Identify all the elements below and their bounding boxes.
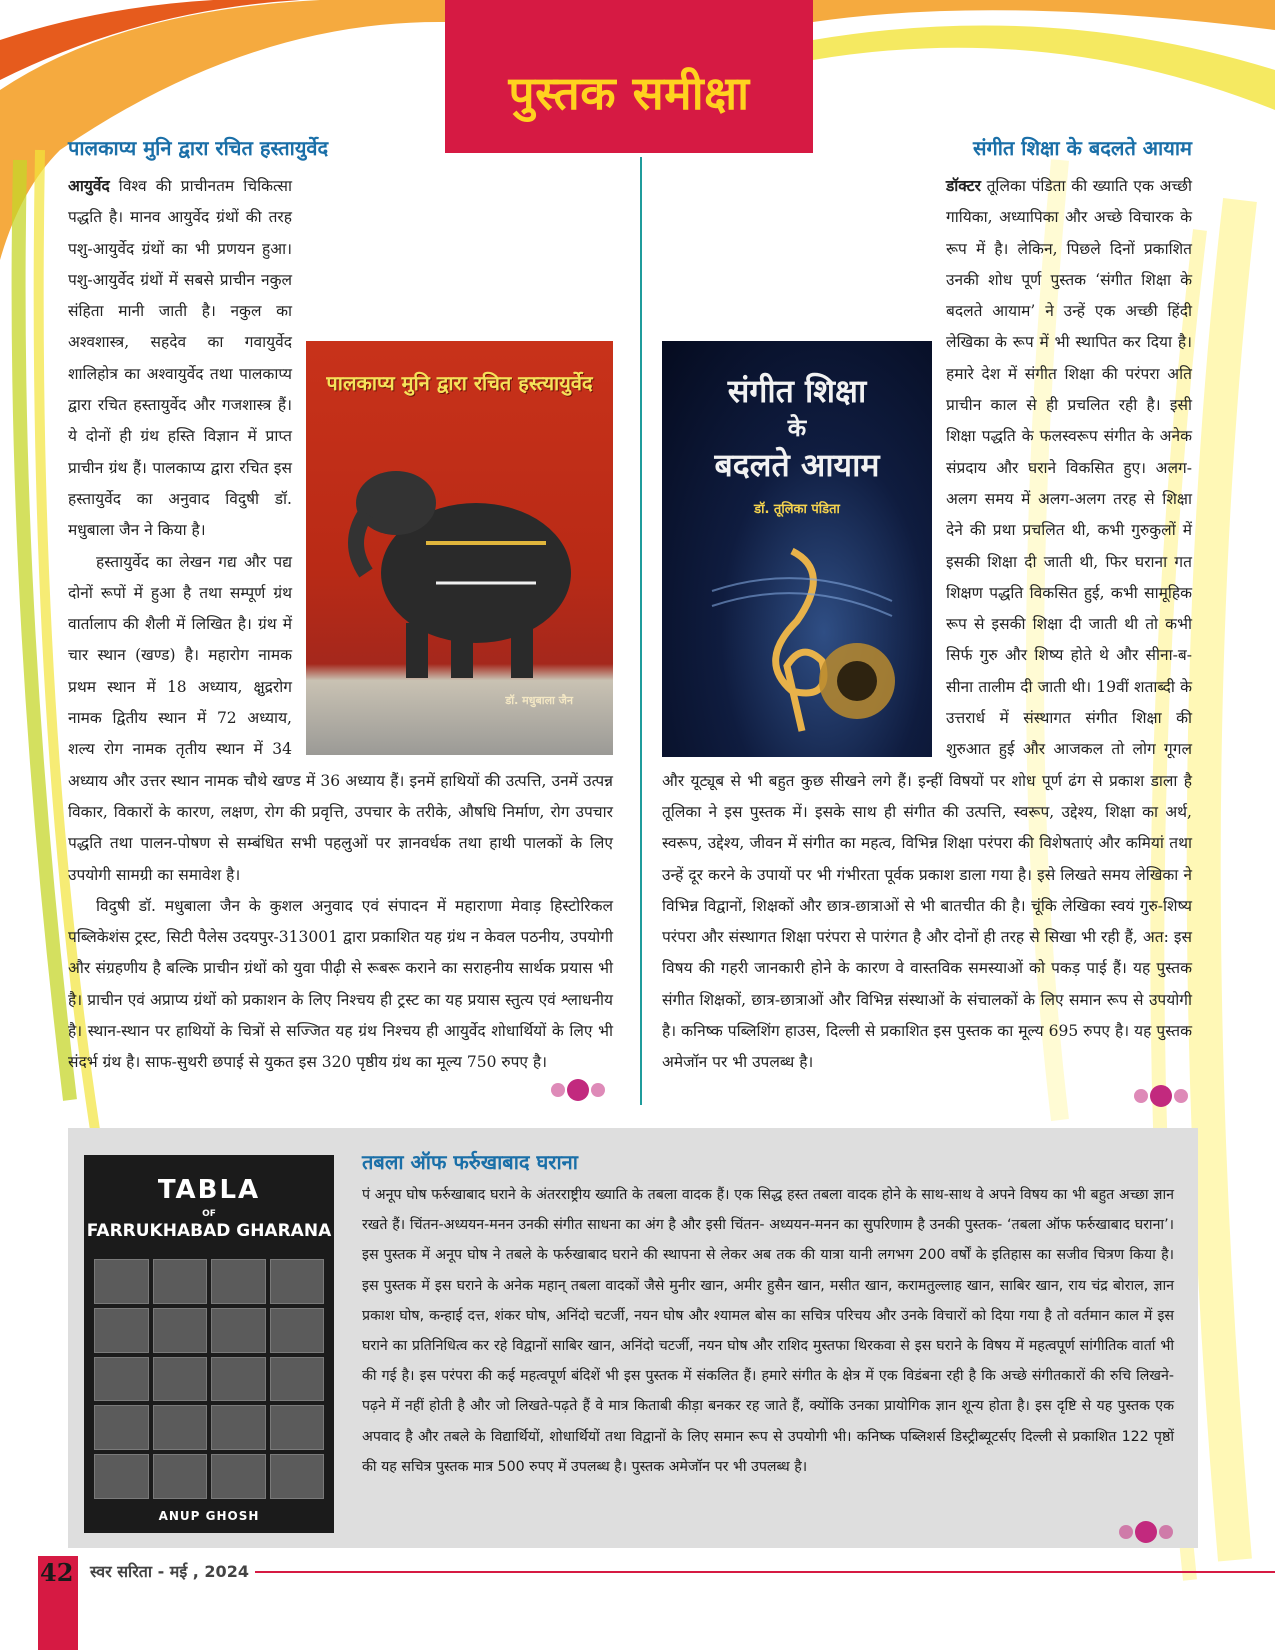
book-cover-author: डॉ. तूलिका पंडिता — [754, 502, 840, 517]
portrait-collage — [94, 1259, 324, 1499]
footer-rule — [255, 1571, 1275, 1573]
book-cover-subtitle: FARRUKHABAD GHARANA — [86, 1221, 332, 1241]
right-article-title: संगीत शिक्षा के बदलते आयाम — [972, 136, 1192, 160]
book-cover-title: संगीत शिक्षा के बदलते आयाम — [714, 372, 880, 484]
book-cover-title: TABLA — [157, 1175, 261, 1205]
left-article-para-2: हस्तायुर्वेद का लेखन गद्य और पद्य दोनों रूपों में हुआ है तथा सम्पूर्ण ग्रंथ वार्तालाप की शैली में लिखित है। ग्रंथ में चार स्थान (खण्ड) है। महारोग नामक प्रथम स्थान में 18 अध्याय, क्षुद्ररोग नामक द्वितीय स्थान में 72 अध्याय, शल्य रोग नामक तृतीय स्थान में 34 अध्याय और उत्तर स्थान नामक चौथे खण्ड में 36 अध्याय हैं। इनमें हाथियों की उत्पत्ति, उनमें उत्पन्न विकार, विकारों के कारण, लक्षण, रोग की प्रवृत्ति, उपचार के तरीके, औषधि निर्माण, रोग उपचार पद्धति तथा पालन-पोषण से सम्बंधित सभी पहलुओं पर ज्ञानवर्धक तथा हाथी पालकों के लिए उपयोगी सामग्री का समावेश है। — [68, 552, 613, 884]
page-number: 42 — [40, 1558, 74, 1587]
left-article-para-3: विदुषी डॉ. मधुबाला जैन के कुशल अनुवाद एवं संपादन में महाराणा मेवाड़ हिस्टोरिकल पब्लिकेशंस ट्रस्ट, सिटी पैलेस उदयपुर-313001 द्वारा प्रकाशित यह ग्रंथ न केवल पठनीय, उपयोगी और संग्रहणीय है बल्कि प्राचीन ग्रंथों को युवा पीढ़ी से रूबरू कराने का सराहनीय सार्थक प्रयास भी है। प्राचीन एवं अप्राप्य ग्रंथों को प्रकाशन के लिए निश्चय ही ट्रस्ट का यह प्रयास स्तुत्य एवं श्लाधनीय है। स्थान-स्थान पर हाथियों के चित्रों से सज्जित यह ग्रंथ निश्चय ही आयुर्वेद शोधार्थियों के लिए भी संदर्भ ग्रंथ है। साफ-सुथरी छपाई से युकत इस 320 पृष्ठीय ग्रंथ का मूल्य 750 रुपए है। — [68, 896, 613, 1072]
tabla-article-title: तबला ऑफ फर्रुखाबाद घराना — [362, 1150, 578, 1174]
left-article-body — [68, 170, 613, 1079]
left-article-title: पालकाप्य मुनि द्वारा रचित हस्तायुर्वेद — [68, 136, 329, 160]
section-banner — [445, 0, 813, 153]
book-cover-author: डॉ. मधुबाला जैन — [505, 694, 573, 707]
book-cover-hastayurveda — [306, 341, 613, 755]
treble-clef-illustration — [702, 531, 902, 741]
left-article-para-1: आयुर्वेद विश्व की प्राचीनतम चिकित्सा पद्धति है। मानव आयुर्वेद ग्रंथों की तरह पशु-आयुर्वेद ग्रंथों का भी प्रणयन हुआ। पशु-आयुर्वेद ग्रंथों में सबसे प्राचीन नकुल संहिता मानी जाती है। नकुल का अश्वशास्त्र, सहदेव का गवायुर्वेद शालिहोत्र का अश्वायुर्वेद तथा पालकाप्य द्वारा रचित हस्तायुर्वेद और गजशास्त्र हैं। ये दोनों ही ग्रंथ हस्ति विज्ञान में प्राप्त प्राचीन ग्रंथ हैं। पालकाप्य द्वारा रचित इस हस्तायुर्वेद का अनुवाद विदुषी डॉ. मधुबाला जैन ने किया है। — [68, 176, 292, 540]
lead-word: आयुर्वेद — [68, 176, 110, 195]
right-article-para-1: डॉक्टर तूलिका पंडिता की ख्याति एक अच्छी गायिका, अध्यापिका और अच्छे विचारक के रूप में है। लेकिन, पिछले दिनों प्रकाशित उनकी शोध पूर्ण पुस्तक ‘संगीत शिक्षा के बदलते आयाम’ ने उन्हें एक अच्छी हिंदी लेखिका के रूप में भी स्थापित कर दिया है। हमारे देश में संगीत शिक्षा की परंपरा अति प्राचीन काल से ही प्रचलित रही है। इसी शिक्षा पद्धति के फलस्वरूप संगीत के अनेक संप्रदाय और घराने विकसित हुए। अलग-अलग समय में अलग-अलग तरह से शिक्षा देने की प्रथा प्रचलित थी, कभी गुरुकुलों में इसकी शिक्षा दी जाती थी, फिर घराना गत शिक्षण पद्धति विकसित हुई, कभी सामूहिक रूप से इसकी शिक्षा दी जाती थी तो कभी सिर्फ गुरु और शिष्य होते थे और सीना-ब-सीना तालीम दी जाती थी। 19वीं शताब्दी के उत्तरार्ध में संस्थागत संगीत शिक्षा की शुरुआत हुई और आजकल तो लोग गूगल और यूट्यूब से भी बहुत कुछ सीखने लगे हैं। इन्हीं विषयों पर शोध पूर्ण ढंग से प्रकाश डाला है तूलिका ने इस पुस्तक में। इसके साथ ही संगीत की उत्पत्ति, स्वरूप, उद्देश्य, शिक्षा का अर्थ, स्वरूप, उद्देश्य, जीवन में संगीत का महत्व, विभिन्न शिक्षा परंपरा की विशेषताएं और कमियां तथा उन्हें दूर करने के उपायों पर भी गंभीरता पूर्वक प्रकाश डाला गया है। इसे लिखते समय लेखिका ने विभिन्न विद्वानों, शिक्षकों और छात्र-छात्राओं से भी बातचीत की है। चूंकि लेखिका स्वयं गुरु-शिष्य परंपरा और संस्थागत शिक्षा परंपरा से पारंगत है और दोनों ही तरह से सिखा भी रही हैं, अत: इस विषय की गहरी जानकारी होने के कारण वे वास्तविक समस्याओं को पकड़ पाई हैं। यह पुस्तक संगीत शिक्षकों, छात्र-छात्राओं और विभिन्न संस्थाओं के संचालकों के लिए समान रूप से उपयोगी है। कनिष्क पब्लिशिंग हाउस, दिल्ली से प्रकाशित इस पुस्तक का मूल्य 695 रुपए है। यह पुस्तक अमेजॉन पर भी उपलब्ध है। — [662, 176, 1192, 1072]
end-mark-dots — [1131, 1084, 1191, 1108]
end-mark-dots — [548, 1078, 608, 1102]
section-title: पुस्तक समीक्षा — [508, 66, 750, 120]
elephant-illustration — [336, 433, 576, 683]
column-divider — [640, 157, 642, 1105]
lead-word: डॉक्टर — [946, 176, 981, 195]
book-cover-sangeet-shiksha — [662, 341, 932, 757]
end-mark-dots — [1116, 1520, 1176, 1544]
book-cover-title: पालकाप्य मुनि द्वारा रचित हस्त्यायुर्वेद — [326, 371, 593, 395]
magazine-issue: स्वर सरिता - मई , 2024 — [90, 1562, 249, 1581]
book-cover-author: ANUP GHOSH — [158, 1509, 260, 1523]
book-cover-tabla: TABLA OF FARRUKHABAD GHARANA ANUP GHOSH — [84, 1155, 334, 1533]
tabla-article-body: पं अनूप घोष फर्रुखाबाद घराने के अंतरराष्ट्रीय ख्याति के तबला वादक हैं। एक सिद्ध हस्त तबला वादक होने के साथ-साथ वे अपने विषय का भी बहुत अच्छा ज्ञान रखते हैं। चिंतन-अध्ययन-मनन उनकी संगीत साधना का अंग है और इसी चिंतन- अध्ययन-मनन का सुपरिणाम है उनकी पुस्तक- ‘तबला ऑफ फर्रुखाबाद घराना’। इस पुस्तक में अनूप घोष ने तबले के फर्रुखाबाद घराने की स्थापना से लेकर अब तक की यात्रा यानी लगभग 200 वर्षों के इतिहास का सजीव चित्रण किया है। इस पुस्तक में इस घराने के अनेक महान् तबला वादकों जैसे मुनीर खान, अमीर हुसैन खान, मसीत खान, करामतुल्लाह खान, साबिर खान, राय चंद्र बोराल, ज्ञान प्रकाश घोष, कन्हाई दत्त, शंकर घोष, अनिंदो चटर्जी, नयन घोष और श्यामल बोस का सचित्र परिचय और उनके विचारों को दिया गया है तो वर्तमान काल में इस घराने का प्रतिनिधित्व कर रहे विद्वानों साबिर खान, अनिंदो चटर्जी, नयन घोष और राशिद मुस्तफा थिरकवा से इस घराने के विषय में महत्वपूर्ण सांगीतिक वार्ता भी की गई है। इस परंपरा की कई महत्वपूर्ण बंदिशें भी इस पुस्तक में संकलित हैं। हमारे संगीत के क्षेत्र में एक विडंबना रही है कि अच्छे संगीतकारों की रुचि लिखने-पढ़ने में नहीं होती है और जो लिखते-पढ़ते हैं वे मात्र किताबी कीड़ा बनकर रह जाते हैं, क्योंकि उनका प्रायोगिक ज्ञान शून्य होता है। इस दृष्टि से यह पुस्तक एक अपवाद है और तबले के विद्यार्थियों, शोधार्थियों तथा विद्वानों के लिए समान रूप से उपयोगी भी। कनिष्क पब्लिशर्स डिस्ट्रीब्यूटर्सए दिल्ली से प्रकाशित 122 पृष्ठों की यह सचित्र पुस्तक मात्र 500 रुपए में उपलब्ध है। पुस्तक अमेजॉन पर भी उपलब्ध है। — [362, 1187, 1174, 1475]
right-article-body — [662, 170, 1192, 1079]
